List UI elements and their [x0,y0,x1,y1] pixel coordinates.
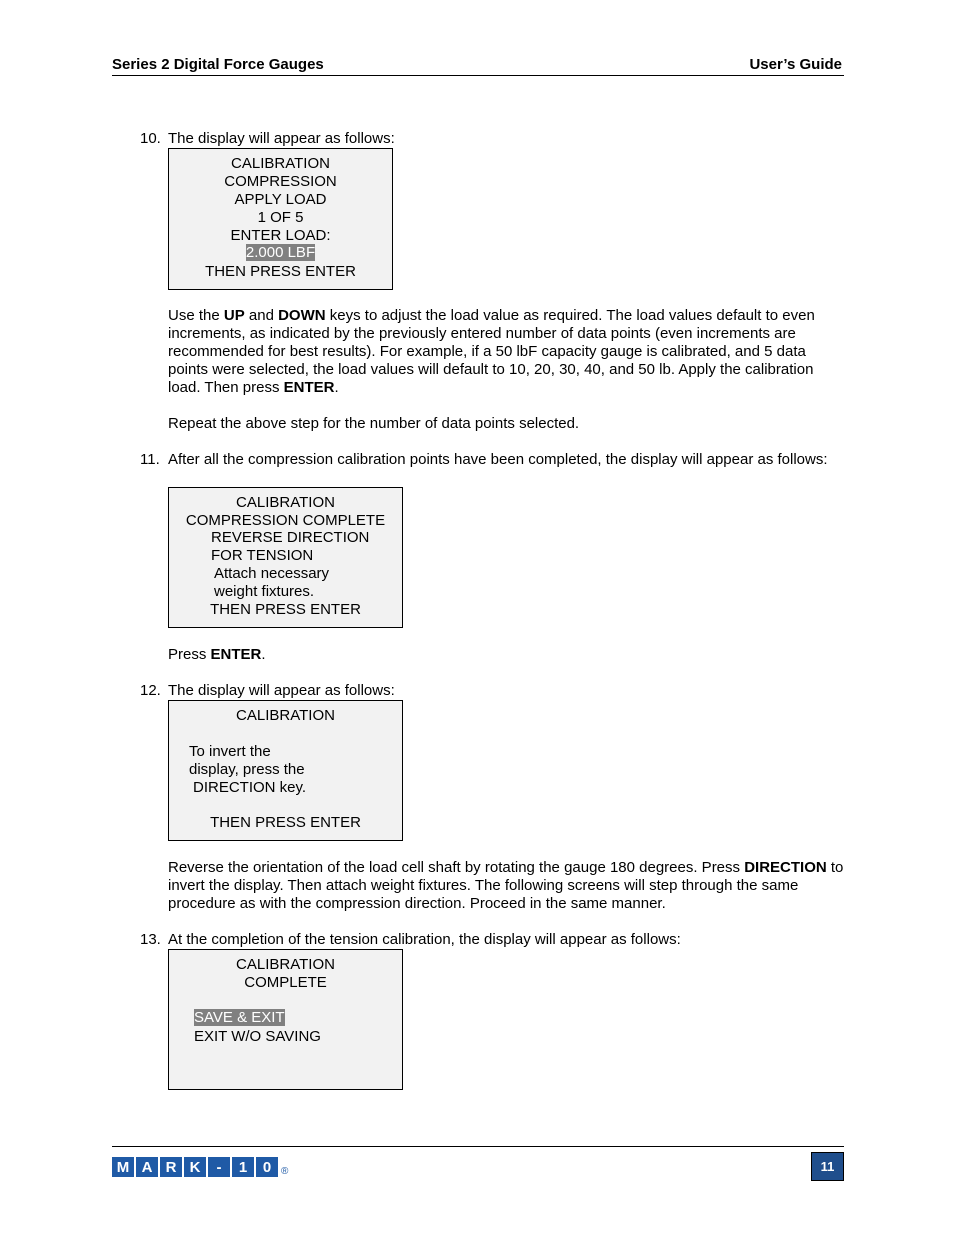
display-line: THEN PRESS ENTER [210,601,361,618]
logo-letter: - [208,1157,230,1177]
step-intro: The display will appear as follows: [168,682,395,699]
step-intro: After all the compression calibration points have been completed, the display will appear as follows: [168,451,828,468]
step-number: 11. [140,451,160,468]
display-line: DIRECTION key. [193,779,307,796]
display-line: COMPRESSION COMPLETE [185,512,386,529]
display-line: APPLY LOAD [234,191,327,208]
display-line: REVERSE DIRECTION [211,529,370,546]
display-line: COMPLETE [244,974,327,991]
selected-option: SAVE & EXIT [194,1009,285,1026]
logo-letter: 1 [232,1157,254,1177]
display-line: To invert the [189,743,271,760]
display-line: CALIBRATION [236,494,335,511]
lcd-display-compression-complete [168,487,403,628]
lcd-display-calibration-complete [168,949,403,1090]
logo-letter: R [160,1157,182,1177]
doc-subtitle: User’s Guide [749,56,842,73]
lcd-display-invert [168,700,403,841]
logo-letter: M [112,1157,134,1177]
display-line: 1 OF 5 [257,209,304,226]
logo-letter: K [184,1157,206,1177]
display-line: Attach necessary [214,565,330,582]
key-enter: ENTER [210,646,262,663]
menu-option-save-exit [194,1009,285,1027]
paragraph: Repeat the above step for the number of data points selected. [168,415,580,432]
page-number: 11 [811,1152,844,1181]
display-line: CALIBRATION [236,707,335,724]
paragraph: Reverse the orientation of the load cell shaft by rotating the gauge 180 degrees. Press DIRECTION to invert the display. Then attach weight fixtures. The following screens will step through the same procedure as with the compression direction. Proceed in the same manner. [168,859,844,912]
key-direction: DIRECTION [744,859,827,876]
key-up: UP [223,307,245,324]
lcd-display-apply-load [168,148,393,290]
logo-letter: A [136,1157,158,1177]
display-line: display, press the [189,761,305,778]
logo-letter: 0 [256,1157,278,1177]
key-down: DOWN [278,307,326,324]
load-value-selected: 2.000 LBF [245,244,316,261]
display-line: CALIBRATION [236,956,335,973]
step-number: 12. [140,682,161,699]
display-line: COMPRESSION [224,173,337,190]
step-number: 10. [140,130,161,147]
doc-title: Series 2 Digital Force Gauges [112,56,324,73]
paragraph: Use the UP and DOWN keys to adjust the load value as required. The load values default to even increments, as indicated by the previously entered number of data points (even increments are recommended for best results). For example, if a 50 lbF capacity gauge is calibrated, and 5 data points were selected, the load values will default to 10, 20, 30, 40, and 50 lb. Apply the calibration load. Then press ENTER. [168,307,815,396]
footer-rule [112,1146,844,1147]
header-rule [112,75,844,76]
display-line: THEN PRESS ENTER [205,263,356,280]
display-line: THEN PRESS ENTER [210,814,361,831]
paragraph: Press ENTER. [168,646,266,663]
menu-option-exit-without-saving: EXIT W/O SAVING [194,1028,321,1045]
mark-10-logo [112,1157,288,1177]
display-line: CALIBRATION [231,155,330,172]
display-line: FOR TENSION [211,547,314,564]
registered-mark: ® [281,1166,289,1177]
step-number: 13. [140,931,161,948]
display-line: weight fixtures. [214,583,315,600]
key-enter: ENTER [283,379,335,396]
display-line [169,244,392,262]
step-intro: The display will appear as follows: [168,130,395,147]
step-intro: At the completion of the tension calibration, the display will appear as follows: [168,931,681,948]
display-line: ENTER LOAD: [230,227,331,244]
